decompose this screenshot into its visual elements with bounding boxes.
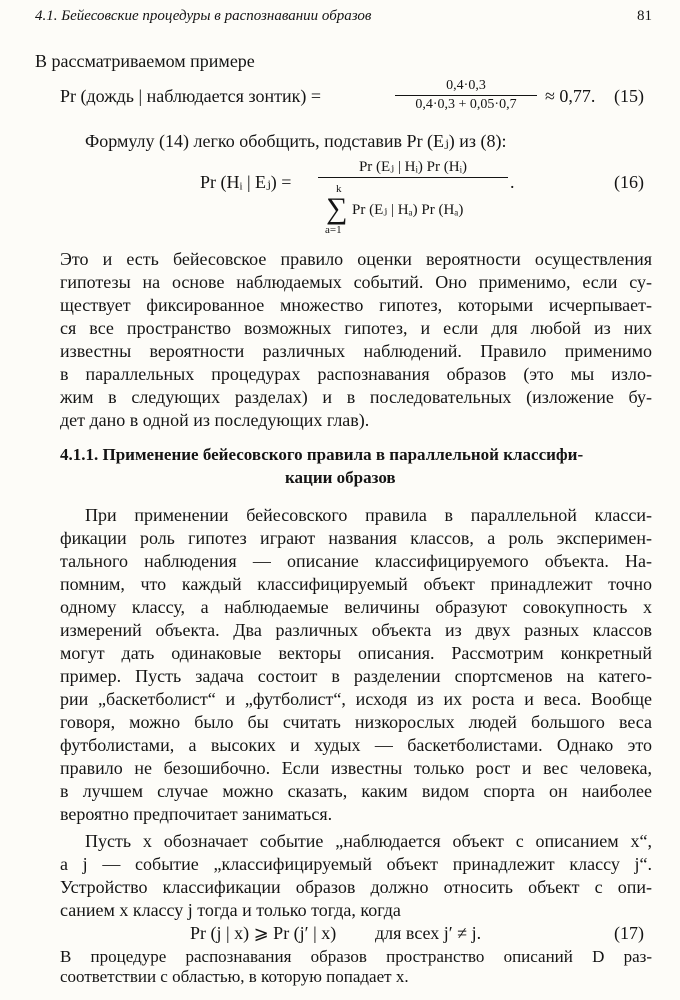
eq15-denominator: 0,4·0,3 + 0,05·0,7	[415, 97, 517, 112]
generalize-line: Формулу (14) легко обобщить, подставив Pr (Eⱼ) из (8):	[85, 131, 507, 151]
para2-line: измерений объекта. Два различных объекта из двух разных классов	[60, 620, 652, 640]
eq15-number: (15)	[614, 86, 644, 106]
para2-line: вероятно предпочитает заниматься.	[60, 804, 333, 824]
eq16-sum-bottom: a=1	[325, 224, 342, 236]
para2-line: правило не безошибочно. Если известны только рост и вес человека,	[60, 758, 652, 778]
para1-line: дет дано в одной из последующих глав).	[60, 410, 370, 430]
para2-line: тального наблюдения — описание классифицируемого объекта. На-	[60, 551, 652, 571]
para1-line: в параллельных процедурах распознавания образов (это мы изло-	[60, 364, 652, 384]
para1-line: Это и есть бейесовское правило оценки вероятности осуществления	[60, 249, 652, 269]
para2-line: рии „баскетболист“ и „футболист“, исходя из их роста и веса. Вообще	[60, 689, 652, 709]
para1-line: известны вероятности различных наблюдений. Правило применимо	[60, 341, 652, 361]
header-title: 4.1. Бейесовские процедуры в распознавании образов	[35, 8, 372, 24]
para2-line: говоря, можно было бы считать низкорослых людей большого веса	[60, 712, 652, 732]
eq15-numerator: 0,4·0,3	[395, 78, 537, 96]
para2-line: пример. Пусть задача состоит в разделении спортсменов на катего-	[60, 666, 652, 686]
page-number: 81	[637, 8, 652, 24]
para1-line: ся все пространство возможных гипотез, и если для любой из них	[60, 318, 652, 338]
eq16-fraction	[318, 157, 508, 178]
eq17-formula: Pr (j | x) ⩾ Pr (j′ | x)	[190, 923, 337, 943]
para2-line: одному классу, а наблюдаемые величины образуют совокупность x	[60, 597, 652, 617]
para1-line: жим в следующих разделах) и в последовательных (изложение бу-	[60, 387, 652, 407]
intro-line: В рассматриваемом примере	[35, 51, 255, 71]
eq17-number: (17)	[614, 923, 644, 943]
para1-line: гипотезы на основе наблюдаемых событий. Оно применимо, если су-	[60, 272, 652, 292]
para2-line: футболистами, а высоких и худых — баскетболистами. Однако это	[60, 735, 652, 755]
para2-line: могут дать одинаковые векторы описания. Рассмотрим конкретный	[60, 643, 652, 663]
para2-line: помним, что каждый классифицируемый объект принадлежит точно	[60, 574, 652, 594]
eq15-rhs: ≈ 0,77.	[545, 86, 596, 106]
para2-line: фикации роль гипотез играют названия классов, а роль эксперимен-	[60, 528, 652, 548]
eq16-lhs: Pr (Hᵢ | Eⱼ) =	[200, 172, 292, 192]
eq17-condition: для всех j′ ≠ j.	[375, 923, 482, 943]
para4-line: В процедуре распознавания образов пространство описаний D раз-	[60, 947, 652, 966]
para3-line: Пусть x обозначает событие „наблюдается объект с описанием x“,	[85, 831, 652, 851]
para1-line: ществует фиксированное множество гипотез, которыми исчерпывает-	[60, 295, 652, 315]
section-heading-line2: кации образов	[285, 468, 396, 487]
eq15-lhs: Pr (дождь | наблюдается зонтик) =	[60, 86, 321, 106]
para2-line: При применении бейесовского правила в параллельной класси-	[85, 505, 652, 525]
para4-line: соответствии с областью, в которую попадает x.	[60, 967, 409, 986]
para3-line: а j — событие „классифицируемый объект принадлежит классу j“.	[60, 854, 652, 874]
eq16-sum-top: k	[336, 183, 342, 195]
eq16-numerator: Pr (Eⱼ | Hᵢ) Pr (Hᵢ)	[318, 157, 508, 178]
eq16-denominator: Pr (Eⱼ | Hₐ) Pr (Hₐ)	[352, 202, 464, 218]
eq16-dot: .	[510, 172, 515, 192]
eq16-sum-symbol: ∑	[326, 192, 348, 225]
para2-line: в лучшем случае можно сказать, каким видом спорта он наиболее	[60, 781, 652, 801]
para3-line: Устройство классификации образов должно относить объект с опи-	[60, 877, 652, 897]
eq15-fraction	[395, 78, 537, 113]
section-heading-line1: 4.1.1. Применение бейесовского правила в параллельной классифи-	[60, 445, 584, 464]
running-header	[35, 8, 652, 30]
para3-line: санием x классу j тогда и только тогда, когда	[60, 900, 401, 920]
eq16-number: (16)	[614, 172, 644, 192]
